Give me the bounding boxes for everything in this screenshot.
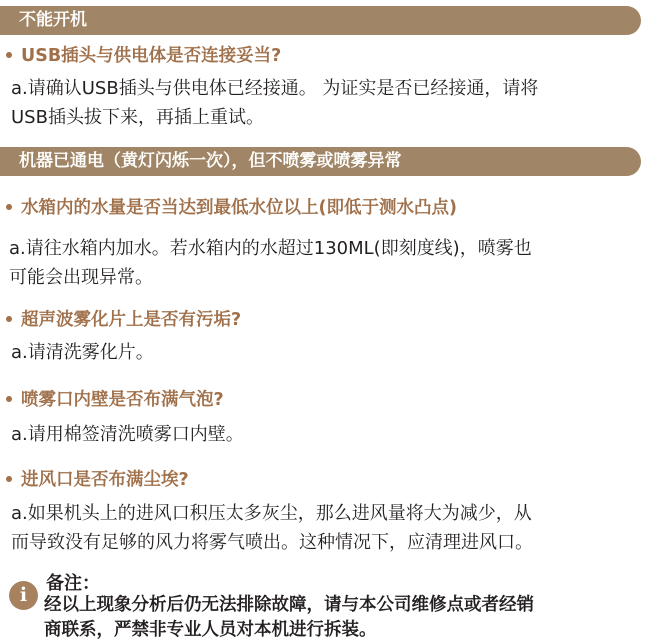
note-title: 备注： <box>46 573 100 594</box>
question-nozzle-bubbles <box>2 386 224 411</box>
answer-usb-connection <box>11 74 643 132</box>
answer-line: a.请往水箱内加水。若水箱内的水超过130ML(即刻度线)，喷雾也 <box>9 238 532 259</box>
answer-line: a.请清洗雾化片。 <box>11 342 154 363</box>
question-text: 超声波雾化片上是否有污垢? <box>21 310 242 330</box>
bullet-dot-icon <box>6 396 12 402</box>
question-atomizer-dirt <box>2 306 241 331</box>
question-text: USB插头与供电体是否连接妥当? <box>21 46 282 66</box>
answer-line: a.请确认USB插头与供电体已经接通。 为证实是否已经接通，请将 <box>11 78 539 99</box>
bullet-dot-icon <box>6 316 12 322</box>
question-usb-connection <box>2 42 281 67</box>
answer-water-level <box>9 234 641 292</box>
answer-atomizer-dirt <box>11 338 643 367</box>
bullet-dot-icon <box>6 52 12 58</box>
question-water-level <box>2 194 457 219</box>
answer-line: USB插头拔下来，再插上重试。 <box>11 107 264 128</box>
section-header-no-spray: 机器已通电（黄灯闪烁一次），但不喷雾或喷雾异常 <box>0 147 641 176</box>
note-body <box>44 593 534 643</box>
answer-air-inlet-dust <box>11 499 643 557</box>
section-header-no-power: 不能开机 <box>0 6 641 35</box>
answer-nozzle-bubbles <box>11 420 643 449</box>
question-text: 喷雾口内壁是否布满气泡? <box>21 390 224 410</box>
answer-line: 而导致没有足够的风力将雾气喷出。这种情况下，应清理进风口。 <box>11 532 533 553</box>
question-air-inlet-dust <box>2 466 189 491</box>
question-text: 进风口是否布满尘埃? <box>21 470 189 490</box>
answer-line: a.如果机头上的进风口积压太多灰尘，那么进风量将大为减少，从 <box>11 503 532 524</box>
note-line: 商联系，严禁非专业人员对本机进行拆装。 <box>44 620 377 640</box>
note-line: 经以上现象分析后仍无法排除故障，请与本公司维修点或者经销 <box>44 595 534 615</box>
question-text: 水箱内的水量是否当达到最低水位以上(即低于测水凸点) <box>21 198 457 218</box>
answer-line: 可能会出现异常。 <box>9 267 153 288</box>
answer-line: a.请用棉签清洗喷雾口内壁。 <box>11 424 244 445</box>
bullet-dot-icon <box>6 204 12 210</box>
info-icon: i <box>9 581 38 610</box>
bullet-dot-icon <box>6 476 12 482</box>
